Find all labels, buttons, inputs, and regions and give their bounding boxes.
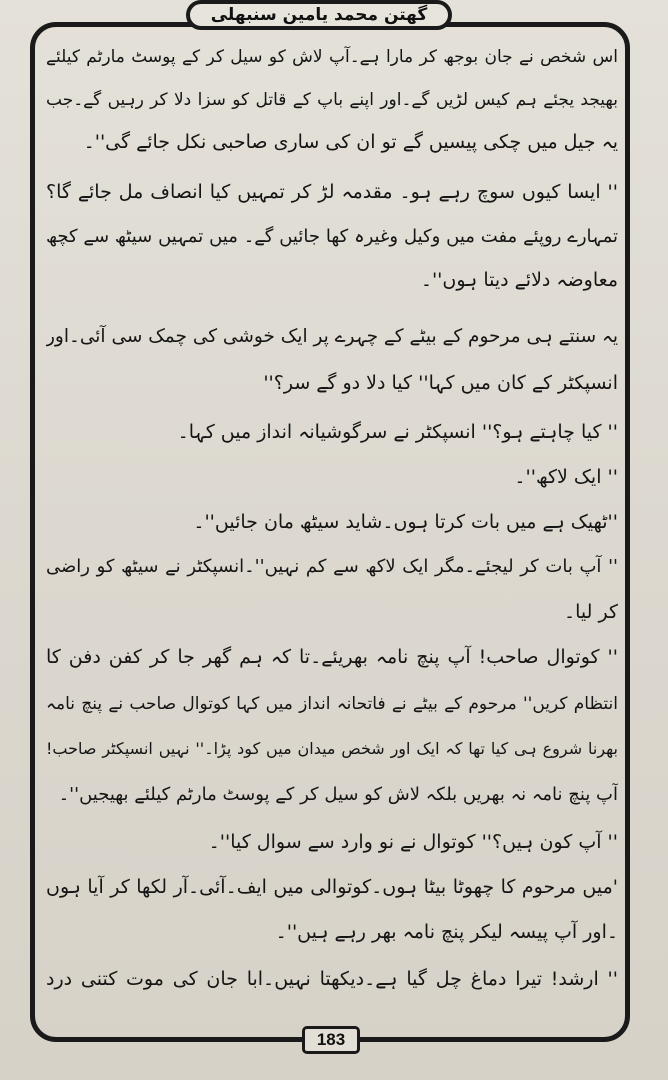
text-line: ۔اور آپ پیسہ لیکر پنچ نامہ بھر رہے ہیں''۔ [275, 921, 618, 943]
text-line: کر لیا۔ [563, 601, 618, 623]
text-line: 'میں مرحوم کا چھوٹا بیٹا ہوں۔کوتوالی میں ایف۔آئی۔آر لکھا کر آیا ہوں [46, 876, 618, 898]
text-line: یہ جیل میں چکی پیسیں گے تو ان کی ساری صاحبی نکل جائے گی''۔ [83, 131, 618, 153]
text-line: انتظام کریں'' مرحوم کے بیٹے نے فاتحانہ انداز میں کہا کوتوال صاحب نے پنچ نامہ [46, 694, 618, 714]
text-line: اس شخص نے جان بوجھ کر مارا ہے۔آپ لاش کو سیل کر کے پوسٹ مارٹم کیلئے [46, 47, 618, 67]
text-line: '' ارشد! تیرا دماغ چل گیا ہے۔دیکھتا نہیں۔ابا جان کی موت کتنی درد [46, 968, 618, 990]
text-line: '' آپ کون ہیں؟'' کوتوال نے نو وارد سے سوال کیا''۔ [208, 831, 618, 853]
page-number: 183 [316, 1030, 346, 1049]
text-line: انسپکٹر کے کان میں کہا'' کیا دلا دو گے سر؟'' [263, 372, 618, 394]
text-line: یہ سنتے ہی مرحوم کے بیٹے کے چہرے پر ایک خوشی کی چمک سی آئی۔اور [46, 326, 618, 347]
text-line: آپ پنچ نامہ نہ بھریں بلکہ لاش کو سیل کر کے پوسٹ مارٹم کیلئے بھیجیں''۔ [58, 784, 618, 805]
text-line: '' ایسا کیوں سوچ رہے ہو۔ مقدمہ لڑ کر تمہیں کیا انصاف مل جائے گا؟ [46, 181, 618, 203]
text-line: '' کوتوال صاحب! آپ پنچ نامہ بھریئے۔تا کہ ہم گھر جا کر کفن دفن کا [46, 646, 618, 668]
page-body-text [46, 38, 618, 1038]
text-line: '' آپ بات کر لیجئے۔مگر ایک لاکھ سے کم نہیں''۔انسپکٹر نے سیٹھ کو راضی [46, 556, 618, 577]
text-line: '' ایک لاکھ''۔ [514, 466, 618, 488]
running-header [186, 0, 452, 30]
text-line: تمہارے روپئے مفت میں وکیل وغیرہ کھا جائیں گے۔ میں تمہیں سیٹھ سے کچھ [46, 226, 618, 247]
text-line: بھرنا شروع ہی کیا تھا کہ ایک اور شخص میدان میں کود پڑا۔'' نہیں انسپکٹر صاحب! [46, 739, 618, 758]
header-title: گھتن محمد یامین سنبھلی [210, 5, 428, 25]
text-line: بھیجد یجئے ہم کیس لڑیں گے۔اور اپنے باپ کے قاتل کو سزا دلا کر رہیں گے۔جب [46, 90, 618, 110]
text-line: '' کیا چاہتے ہو؟'' انسپکٹر نے سرگوشیانہ انداز میں کہا۔ [177, 421, 618, 443]
text-line: معاوضہ دلائے دیتا ہوں''۔ [420, 269, 618, 291]
text-line: ''ٹھیک ہے میں بات کرتا ہوں۔شاید سیٹھ مان جائیں''۔ [193, 511, 618, 533]
page-number-box [302, 1026, 360, 1054]
